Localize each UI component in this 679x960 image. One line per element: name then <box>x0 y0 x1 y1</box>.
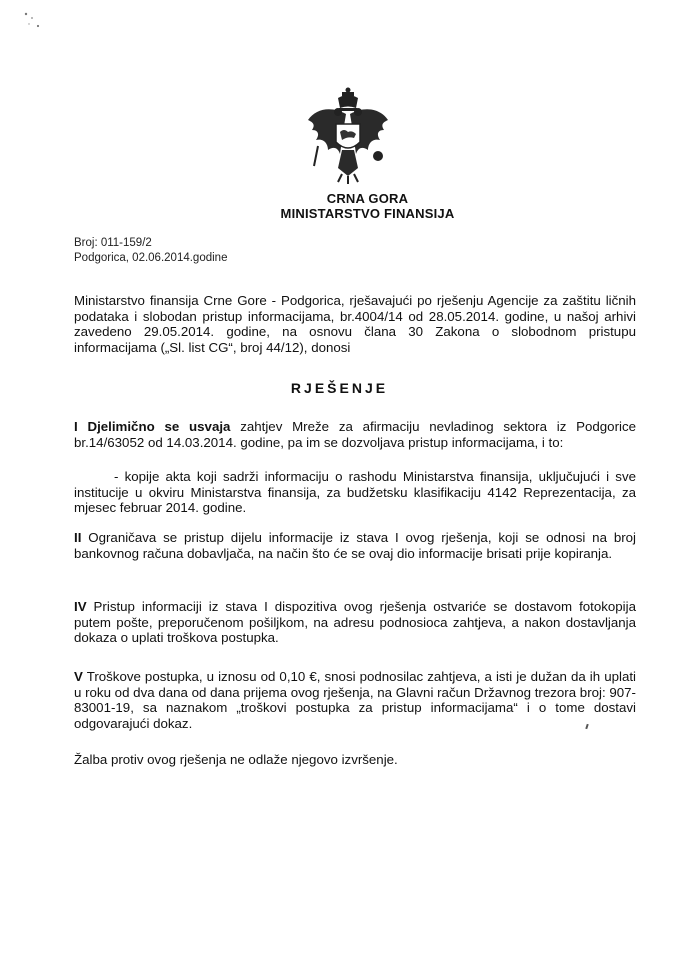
section-2-paragraph <box>74 530 636 561</box>
section-4-paragraph <box>74 599 636 646</box>
intro-paragraph: Ministarstvo finansija Crne Gore - Podgorica, rješavajući po rješenju Agencije za zaštitu ličnih podataka i slobodan pristup informacijama, br.4004/14 od 28.05.2014. godine, u našoj arhivi zavedeno 29.05.2014. godine, na osnovu člana 30 Zakona o slobodnom pristupu informacijama („Sl. list CG“, broj 44/12), donosi <box>74 293 636 355</box>
section-2-lead: II <box>74 530 82 545</box>
place-date: Podgorica, 02.06.2014.godine <box>74 252 228 264</box>
ministry-heading: MINISTARSTVO FINANSIJA <box>280 206 455 221</box>
reference-number: Broj: 011-159/2 <box>74 237 152 249</box>
scan-speck-mark <box>18 6 48 36</box>
country-heading: CRNA GORA <box>326 191 409 206</box>
section-4-text: Pristup informaciji iz stava I dispozitiva ovog rješenja ostvariće se dostavom fotokopija putem pošte, preporučenom pošiljkom, na adresu podnosioca zahtjeva, a nakon dostavljanja dokaza o uplati troškova postupka. <box>74 599 636 646</box>
appeal-paragraph: Žalba protiv ovog rješenja ne odlaže njegovo izvršenje. <box>74 752 398 767</box>
section-5-text: Troškove postupka, u iznosu od 0,10 €, snosi podnosilac zahtjeva, a isti je dužan da ih uplati u roku od dva dana od dana prijema ovog rješenja, na Glavni račun Državnog trezora broj: 907-83001-19, sa naznakom „troškovi postupka za pristup informacijama“ i o tome dostavi odgovarajući dokaz. <box>74 669 636 731</box>
section-5-lead: V <box>74 669 83 684</box>
section-1-paragraph <box>74 419 636 450</box>
section-1-lead: I Djelimično se usvaja <box>74 419 231 434</box>
document-title: RJEŠENJE <box>290 380 389 396</box>
bullet-item: - kopije akta koji sadrži informaciju o rashodu Ministarstva finansija, uključujući i sve institucije u okviru Ministarstva finansija, za budžetsku klasifikaciju 4142 Reprezentacija, za mjesec februar 2014. godine. <box>74 469 636 516</box>
section-1-text: zahtjev Mreže za afirmaciju nevladinog sektora iz Podgorice br.14/63052 od 14.03.2014. godine, pa im se dozvoljava pristup informacijama, i to: <box>74 419 636 450</box>
coat-of-arms-emblem <box>298 86 398 186</box>
section-2-text: Ograničava se pristup dijelu informacije iz stava I ovog rješenja, koji se odnosi na broj bankovnog računa dobavljača, na način što će se ovaj dio informacije brisati prije kopiranja. <box>74 530 636 561</box>
section-5-paragraph <box>74 669 636 731</box>
section-4-lead: IV <box>74 599 87 614</box>
